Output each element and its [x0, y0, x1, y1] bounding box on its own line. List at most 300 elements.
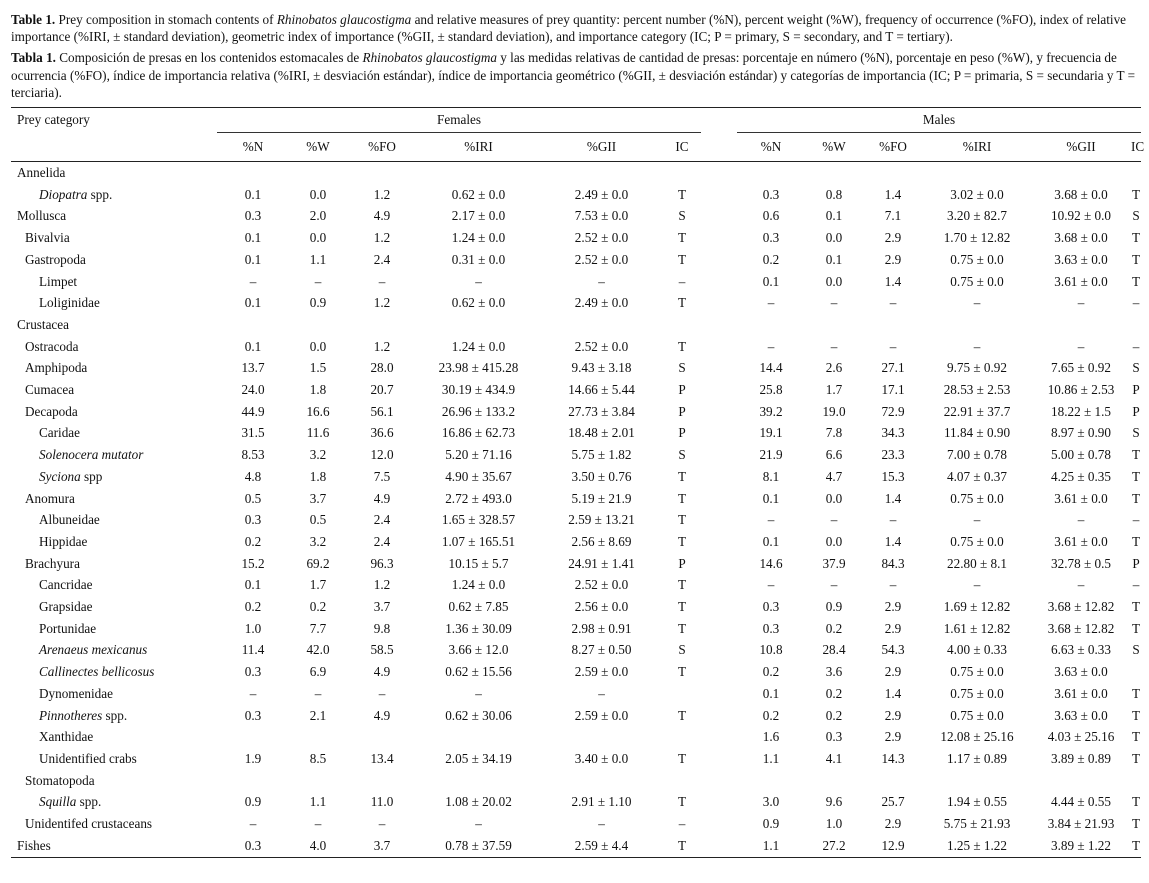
male-value-cell: 0.9 — [762, 816, 780, 832]
female-value-cell: 1.65 ± 328.57 — [441, 512, 516, 528]
male-value-cell — [1131, 314, 1141, 336]
female-value-cell: 2.4 — [373, 533, 391, 549]
male-value-cell: 11.84 ± 0.90 — [943, 425, 1011, 441]
female-value-cell: S — [678, 208, 686, 224]
table-row — [11, 726, 1141, 748]
female-value-cell: 4.0 — [289, 835, 347, 857]
female-value-cell: T — [677, 599, 687, 615]
male-value-cell: 19.1 — [759, 425, 783, 441]
table-row — [11, 227, 1141, 249]
female-value-cell: 2.52 ± 0.0 — [574, 338, 629, 354]
male-value-cell: 0.2 — [762, 251, 780, 267]
prey-name-cell — [11, 357, 217, 379]
female-value-cell — [540, 162, 663, 184]
male-value-cell: 0.3 — [762, 599, 780, 615]
male-value-cell: 25.8 — [759, 382, 783, 398]
male-value-cell: 10.92 ± 0.0 — [1051, 208, 1111, 224]
female-value-cell: 14.66 ± 5.44 — [568, 382, 635, 398]
male-value-cell: S — [1132, 425, 1140, 441]
female-value-cell: 0.2 — [309, 599, 327, 615]
male-value-cell: 27.1 — [881, 360, 905, 376]
male-value-cell: 54.3 — [881, 642, 905, 658]
prey-name-cell — [11, 509, 217, 531]
female-value-cell: 0.3 — [244, 664, 262, 680]
prey-name-cell — [11, 227, 217, 249]
prey-name: Cancridae — [39, 577, 93, 593]
caption-es-species: Rhinobatos glaucostigma — [362, 50, 497, 66]
female-value-cell: 6.9 — [309, 664, 327, 680]
female-value-cell: 1.8 — [309, 468, 327, 484]
prey-name: Squilla — [39, 794, 77, 810]
male-value-cell: 7.8 — [825, 425, 843, 441]
female-value-cell: 2.52 ± 0.0 — [574, 577, 629, 593]
male-value-cell: T — [1131, 533, 1141, 549]
table-row — [11, 292, 1141, 314]
table-row — [11, 379, 1141, 401]
male-value-cell: 3.61 ± 0.0 — [1054, 533, 1108, 549]
spacer-cell — [701, 770, 737, 792]
prey-name: Portunidae — [39, 620, 97, 636]
prey-name-cell — [11, 444, 217, 466]
female-value-cell: 44.9 — [241, 403, 265, 419]
spacer-cell — [701, 661, 737, 683]
female-value-cell: 0.5 — [309, 512, 327, 528]
male-value-cell: 0.2 — [762, 707, 780, 723]
female-value-cell: 1.8 — [309, 382, 327, 398]
male-value-cell: 8.1 — [762, 468, 780, 484]
female-value-cell: 2.56 ± 0.0 — [574, 599, 629, 615]
female-value-cell: 1.9 — [244, 751, 262, 766]
male-value-cell: – — [1132, 295, 1140, 311]
spacer-cell — [701, 726, 737, 748]
prey-name-cell — [11, 271, 217, 293]
female-value-cell: 2.91 ± 1.10 — [571, 794, 632, 810]
table-row — [11, 357, 1141, 379]
male-value-cell: 4.44 ± 0.55 — [1051, 794, 1111, 810]
female-value-cell: 0.3 — [217, 835, 289, 857]
male-value-cell: 0.1 — [825, 251, 843, 267]
male-value-cell: 3.68 ± 12.82 — [1047, 620, 1115, 636]
male-value-cell: 4.1 — [825, 751, 843, 766]
male-value-cell: 15.3 — [881, 468, 905, 484]
male-value-cell: – — [1077, 338, 1085, 354]
female-value-cell: 0.3 — [244, 512, 262, 528]
male-value-cell: 4.03 ± 25.16 — [1047, 729, 1115, 745]
spacer-cell — [701, 466, 737, 488]
female-value-cell: 4.9 — [373, 664, 391, 680]
prey-name-cell — [11, 379, 217, 401]
prey-name-cell — [11, 162, 217, 184]
males-header: Males — [737, 108, 1141, 133]
female-value-cell: 0.1 — [244, 577, 262, 593]
female-value-cell: 0.3 — [244, 208, 262, 224]
male-col-header: %W — [805, 133, 863, 162]
male-value-cell: 0.2 — [825, 707, 843, 723]
female-value-cell: 20.7 — [370, 382, 394, 398]
female-value-cell: 5.75 ± 1.82 — [571, 447, 632, 463]
spacer-cell — [701, 401, 737, 423]
female-value-cell: – — [475, 685, 482, 701]
male-value-cell: 23.3 — [881, 447, 905, 463]
spacer-cell — [701, 271, 737, 293]
female-value-cell: 11.0 — [370, 794, 394, 810]
male-value-cell: 0.3 — [825, 729, 843, 745]
prey-name: Albuneidae — [39, 512, 100, 528]
female-value-cell: 7.53 ± 0.0 — [574, 208, 629, 224]
male-value-cell: T — [1131, 230, 1141, 246]
female-value-cell — [347, 726, 417, 748]
female-value-cell: 8.5 — [309, 751, 327, 766]
table-row — [11, 835, 1141, 857]
male-value-cell: 0.75 ± 0.0 — [950, 273, 1004, 289]
male-value-cell: 0.3 — [762, 620, 780, 636]
male-value-cell: 2.9 — [884, 664, 902, 680]
male-value-cell: 1.1 — [737, 835, 805, 857]
male-value-cell: 1.1 — [762, 751, 780, 766]
female-value-cell: 2.4 — [373, 251, 391, 267]
male-value-cell: 72.9 — [881, 403, 905, 419]
male-value-cell: 1.25 ± 1.22 — [923, 835, 1031, 857]
male-value-cell: 3.89 ± 0.89 — [1051, 751, 1111, 766]
male-value-cell: 4.25 ± 0.35 — [1051, 468, 1111, 484]
spacer-cell — [701, 553, 737, 575]
male-value-cell: 2.9 — [884, 816, 902, 832]
male-value-cell: 0.9 — [825, 599, 843, 615]
male-value-cell: 1.94 ± 0.55 — [947, 794, 1007, 810]
male-value-cell: T — [1131, 490, 1141, 506]
female-value-cell: 0.5 — [244, 490, 262, 506]
table-row — [11, 336, 1141, 358]
prey-name: Grapsidae — [39, 599, 93, 615]
table-row — [11, 271, 1141, 293]
female-value-cell: S — [678, 447, 686, 463]
male-value-cell: 25.7 — [881, 794, 905, 810]
spacer-cell — [701, 336, 737, 358]
female-value-cell: P — [678, 382, 686, 398]
female-value-cell: 23.98 ± 415.28 — [438, 360, 519, 376]
female-value-cell: – — [475, 816, 482, 832]
male-value-cell: 21.9 — [759, 447, 783, 463]
male-value-cell: 3.68 ± 0.0 — [1054, 186, 1108, 202]
female-value-cell: 2.0 — [309, 208, 327, 224]
female-value-cell: 3.7 — [373, 599, 391, 615]
male-value-cell: – — [830, 295, 838, 311]
male-value-cell: – — [889, 295, 897, 311]
male-value-cell — [805, 162, 863, 184]
prey-name: Pinnotheres — [39, 707, 103, 723]
female-value-cell: 56.1 — [370, 403, 394, 419]
male-value-cell: T — [1131, 599, 1141, 615]
female-value-cell: 1.2 — [373, 577, 391, 593]
male-value-cell — [1031, 770, 1131, 792]
female-value-cell — [663, 726, 701, 748]
male-value-cell — [1031, 162, 1131, 184]
female-value-cell: 1.08 ± 20.02 — [445, 794, 512, 810]
spacer-cell — [701, 639, 737, 661]
spacer-cell — [701, 596, 737, 618]
female-value-cell: – — [314, 685, 322, 701]
male-value-cell: 3.68 ± 12.82 — [1047, 599, 1115, 615]
female-value-cell — [289, 314, 347, 336]
female-value-cell: 0.62 ± 30.06 — [445, 707, 512, 723]
male-value-cell: 1.4 — [884, 685, 902, 701]
spacer-cell — [701, 574, 737, 596]
female-value-cell: 13.4 — [370, 751, 394, 766]
male-value-cell: – — [1077, 577, 1085, 593]
male-value-cell — [863, 314, 923, 336]
prey-name: Cumacea — [25, 382, 75, 398]
female-col-header: IC — [663, 133, 701, 162]
male-value-cell: – — [889, 577, 897, 593]
male-value-cell: T — [1131, 251, 1141, 267]
male-value-cell: T — [1131, 751, 1141, 766]
male-value-cell: 28.4 — [822, 642, 846, 658]
male-value-cell: T — [1131, 729, 1141, 745]
table-row — [11, 813, 1141, 835]
male-value-cell: 2.9 — [884, 620, 902, 636]
female-value-cell: 0.62 ± 7.85 — [448, 599, 509, 615]
male-col-header: %IRI — [923, 133, 1031, 162]
female-value-cell: 0.62 ± 0.0 — [451, 186, 506, 202]
female-value-cell: 0.3 — [244, 707, 262, 723]
prey-composition-table — [11, 107, 1145, 858]
prey-name-suffix: spp. — [102, 707, 128, 723]
male-value-cell: – — [1132, 338, 1140, 354]
table-row — [11, 422, 1141, 444]
female-value-cell: 2.72 ± 493.0 — [445, 490, 512, 506]
prey-name: Anomura — [25, 490, 75, 506]
male-value-cell: 0.3 — [762, 230, 780, 246]
male-value-cell: 0.1 — [762, 685, 780, 701]
female-value-cell: 2.1 — [309, 707, 327, 723]
table-row — [11, 401, 1141, 423]
male-value-cell: 0.75 ± 0.0 — [950, 707, 1004, 723]
prey-name-cell — [11, 205, 217, 227]
male-value-cell: 17.1 — [881, 382, 905, 398]
female-value-cell: 7.7 — [309, 620, 327, 636]
female-value-cell: 1.1 — [309, 251, 327, 267]
male-value-cell: 2.9 — [884, 230, 902, 246]
female-value-cell: T — [677, 251, 687, 267]
female-value-cell: T — [677, 794, 687, 810]
female-value-cell: 24.0 — [241, 382, 265, 398]
male-value-cell: 0.75 ± 0.0 — [950, 533, 1004, 549]
male-value-cell: 4.7 — [825, 468, 843, 484]
female-value-cell: 0.1 — [244, 251, 262, 267]
female-value-cell: – — [249, 816, 257, 832]
male-value-cell: 2.9 — [884, 251, 902, 267]
caption-en-species: Rhinobatos glaucostigma — [276, 12, 412, 27]
male-value-cell: – — [1132, 577, 1140, 593]
female-value-cell: 2.49 ± 0.0 — [574, 295, 629, 311]
female-value-cell: 1.2 — [373, 186, 391, 202]
male-value-cell: – — [973, 338, 981, 354]
male-value-cell — [1131, 162, 1141, 184]
prey-name: Arenaeus mexicanus — [39, 642, 148, 658]
female-value-cell — [663, 314, 701, 336]
male-value-cell: 3.61 ± 0.0 — [1054, 685, 1108, 701]
prey-name-cell — [11, 574, 217, 596]
male-value-cell: 0.1 — [762, 273, 780, 289]
male-value-cell: 0.8 — [825, 186, 843, 202]
prey-category-header: Prey category — [17, 112, 90, 128]
female-value-cell: 27.73 ± 3.84 — [568, 403, 635, 419]
prey-name-cell — [11, 618, 217, 640]
female-value-cell: 0.2 — [244, 533, 262, 549]
male-value-cell: 0.75 ± 0.0 — [950, 490, 1004, 506]
male-value-cell: 7.1 — [884, 208, 902, 224]
male-value-cell: 22.91 ± 37.7 — [943, 403, 1011, 419]
prey-name-cell — [11, 835, 217, 857]
male-value-cell: 18.22 ± 1.5 — [1051, 403, 1111, 419]
male-value-cell: – — [830, 512, 838, 528]
prey-name-cell — [11, 683, 217, 705]
male-value-cell: S — [1132, 208, 1140, 224]
male-value-cell: – — [830, 338, 838, 354]
prey-name-suffix: spp. — [87, 186, 113, 202]
spacer-cell — [701, 705, 737, 727]
female-value-cell: 15.2 — [241, 555, 265, 571]
spacer-cell — [701, 249, 737, 271]
female-value-cell: 10.15 ± 5.7 — [448, 555, 509, 571]
female-value-cell: 0.0 — [309, 338, 327, 354]
spacer-cell — [701, 184, 737, 206]
male-value-cell: – — [767, 338, 775, 354]
male-value-cell: 3.6 — [825, 664, 843, 680]
male-col-header: %GII — [1031, 133, 1131, 162]
male-value-cell: 0.2 — [825, 685, 843, 701]
prey-name: Fishes — [17, 837, 51, 853]
male-value-cell: 0.75 ± 0.0 — [950, 251, 1004, 267]
male-value-cell: 3.61 ± 0.0 — [1054, 273, 1108, 289]
female-value-cell: 1.07 ± 165.51 — [441, 533, 516, 549]
female-value-cell: 5.20 ± 71.16 — [445, 447, 512, 463]
prey-name: Unidentified crabs — [39, 751, 137, 766]
male-col-header: %N — [737, 133, 805, 162]
female-value-cell: 0.1 — [244, 230, 262, 246]
female-value-cell: 26.96 ± 133.2 — [441, 403, 516, 419]
female-value-cell — [540, 726, 663, 748]
male-value-cell: – — [973, 577, 981, 593]
male-value-cell: T — [1131, 816, 1141, 832]
male-value-cell: 0.75 ± 0.0 — [950, 685, 1004, 701]
spacer-cell — [701, 444, 737, 466]
male-value-cell: 0.3 — [762, 186, 780, 202]
female-value-cell: 3.50 ± 0.76 — [571, 468, 632, 484]
male-value-cell: S — [1132, 642, 1140, 658]
table-row — [11, 488, 1141, 510]
male-value-cell: 7.00 ± 0.78 — [947, 447, 1007, 463]
female-value-cell: 8.53 — [241, 447, 265, 463]
male-value-cell: 1.4 — [884, 533, 902, 549]
female-value-cell: 1.0 — [244, 620, 262, 636]
female-value-cell — [289, 770, 347, 792]
prey-name: Syciona — [39, 468, 81, 484]
male-value-cell: 27.2 — [805, 835, 863, 857]
female-value-cell: 36.6 — [370, 425, 394, 441]
spacer-cell — [701, 379, 737, 401]
female-value-cell: S — [678, 360, 686, 376]
prey-name-cell — [11, 596, 217, 618]
female-value-cell — [289, 162, 347, 184]
female-value-cell — [347, 314, 417, 336]
female-value-cell: 1.7 — [309, 577, 327, 593]
male-col-header: IC — [1131, 133, 1141, 162]
female-value-cell: – — [249, 685, 257, 701]
male-value-cell: 39.2 — [759, 403, 783, 419]
female-col-header: %FO — [347, 133, 417, 162]
male-value-cell: 1.70 ± 12.82 — [943, 230, 1011, 246]
male-value-cell: P — [1132, 382, 1140, 398]
female-value-cell: T — [677, 490, 687, 506]
male-value-cell — [1131, 770, 1141, 792]
male-value-cell: – — [1077, 295, 1085, 311]
male-value-cell: – — [1077, 512, 1085, 528]
caption-es-post: y las medidas relativas de cantidad de presas: porcentaje en número (%N), porcentaje en peso (%W), y frecuencia de ocurrencia (%FO), índice de importancia relativa (%IRI, ± desviación estándar), índice de importancia geométrico (%GII, ± desviación estándar) y categorías de importancia (IC; P = primaria, S = secundaria y T = terciaria). — [11, 50, 1136, 100]
prey-name-cell — [11, 705, 217, 727]
male-value-cell: 8.97 ± 0.90 — [1051, 425, 1111, 441]
male-value-cell: 0.1 — [825, 208, 843, 224]
prey-name: Amphipoda — [25, 360, 88, 376]
prey-name-cell — [11, 184, 217, 206]
male-value-cell: – — [889, 338, 897, 354]
male-value-cell: 12.08 ± 25.16 — [940, 729, 1014, 745]
prey-name-cell — [11, 422, 217, 444]
male-value-cell: 3.84 ± 21.93 — [1047, 816, 1115, 832]
male-value-cell: 9.6 — [825, 794, 843, 810]
female-value-cell: 3.40 ± 0.0 — [574, 751, 629, 766]
caption-spanish — [11, 49, 1144, 101]
female-value-cell: 0.2 — [244, 599, 262, 615]
male-value-cell: – — [1132, 512, 1140, 528]
header-blank — [11, 133, 217, 162]
male-value-cell: 4.07 ± 0.37 — [947, 468, 1007, 484]
female-value-cell — [540, 314, 663, 336]
male-value-cell: T — [1131, 707, 1141, 723]
table-row — [11, 466, 1141, 488]
male-value-cell: 2.9 — [884, 707, 902, 723]
table-row — [11, 705, 1141, 727]
male-value-cell: 6.63 ± 0.33 — [1051, 642, 1111, 658]
female-value-cell: 2.4 — [373, 512, 391, 528]
male-value-cell — [737, 314, 805, 336]
spacer-cell — [701, 422, 737, 444]
caption-es-label: Tabla 1. — [11, 50, 56, 66]
prey-name-cell — [11, 401, 217, 423]
table-row — [11, 791, 1141, 813]
female-value-cell: T — [677, 577, 687, 593]
prey-name-cell — [11, 314, 217, 336]
spacer-cell — [701, 813, 737, 835]
male-value-cell: 14.4 — [759, 360, 783, 376]
male-value-cell: 0.0 — [825, 230, 843, 246]
male-value-cell: 3.63 ± 0.0 — [1054, 251, 1108, 267]
female-value-cell: 0.0 — [309, 186, 327, 202]
prey-name-cell — [11, 249, 217, 271]
female-value-cell: T — [677, 295, 687, 311]
spacer-cell — [701, 748, 737, 770]
female-value-cell: 1.2 — [373, 338, 391, 354]
female-value-cell: 4.9 — [373, 490, 391, 506]
female-value-cell: T — [677, 468, 687, 484]
prey-name-cell — [11, 661, 217, 683]
female-col-header: %N — [217, 133, 289, 162]
female-value-cell — [663, 770, 701, 792]
female-value-cell: 31.5 — [241, 425, 265, 441]
prey-name: Hippidae — [39, 533, 88, 549]
prey-name: Diopatra — [39, 186, 88, 202]
spacer-cell — [701, 791, 737, 813]
